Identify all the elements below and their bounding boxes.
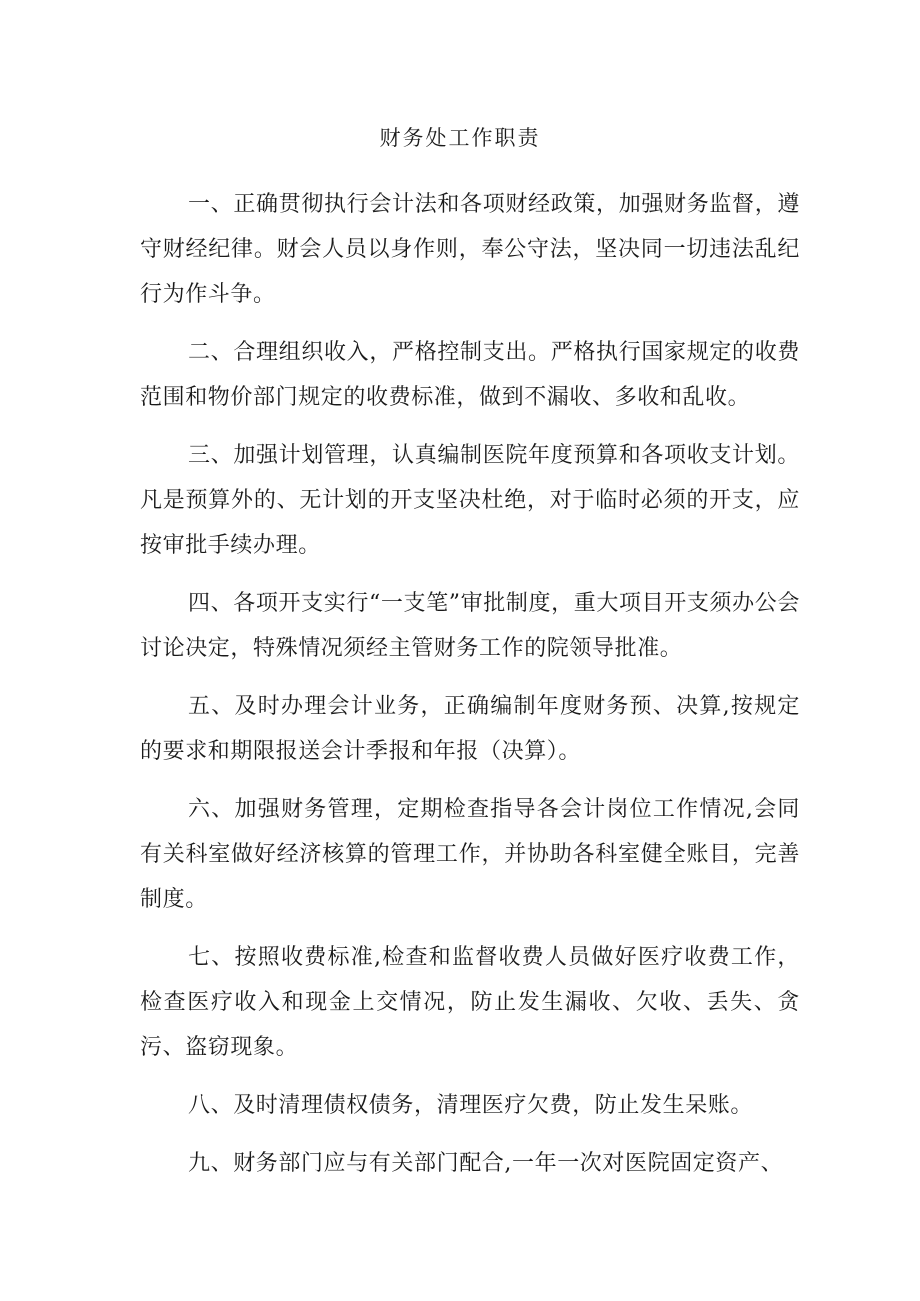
document-body (140, 182, 800, 1199)
paragraph-8: 八、及时清理债权债务，清理医疗欠费，防止发生呆账。 (188, 1093, 754, 1118)
paragraph-4: 四、各项开支实行“一支笔”审批制度，重大项目开支须办公会讨论决定，特殊情况须经主管财务工作的院领导批准。 (140, 591, 800, 661)
document-title: 财务处工作职责 (379, 126, 541, 150)
paragraph-3: 三、加强计划管理，认真编制医院年度预算和各项收支计划。凡是预算外的、无计划的开支坚决杜绝，对于临时必须的开支，应按审批手续办理。 (140, 443, 800, 558)
paragraph-7: 七、按照收费标准,检查和监督收费人员做好医疗收费工作，检查医疗收入和现金上交情况，防止发生漏收、欠收、丢失、贪污、盗窃现象。 (140, 945, 800, 1060)
paragraph-9: 九、财务部门应与有关部门配合,一年一次对医院固定资产、 (188, 1151, 784, 1176)
paragraph-1: 一、正确贯彻执行会计法和各项财经政策，加强财务监督，遵守财经纪律。财会人员以身作则，奉公守法，坚决同一切违法乱纪行为作斗争。 (140, 192, 800, 307)
paragraph-2: 二、合理组织收入，严格控制支出。严格执行国家规定的收费范围和物价部门规定的收费标准，做到不漏收、多收和乱收。 (140, 340, 800, 410)
paragraph-6: 六、加强财务管理，定期检查指导各会计岗位工作情况,会同有关科室做好经济核算的管理工作，并协助各科室健全账目，完善制度。 (140, 797, 800, 912)
paragraph-5: 五、及时办理会计业务，正确编制年度财务预、决算,按规定的要求和期限报送会计季报和年报（决算）。 (140, 694, 800, 764)
